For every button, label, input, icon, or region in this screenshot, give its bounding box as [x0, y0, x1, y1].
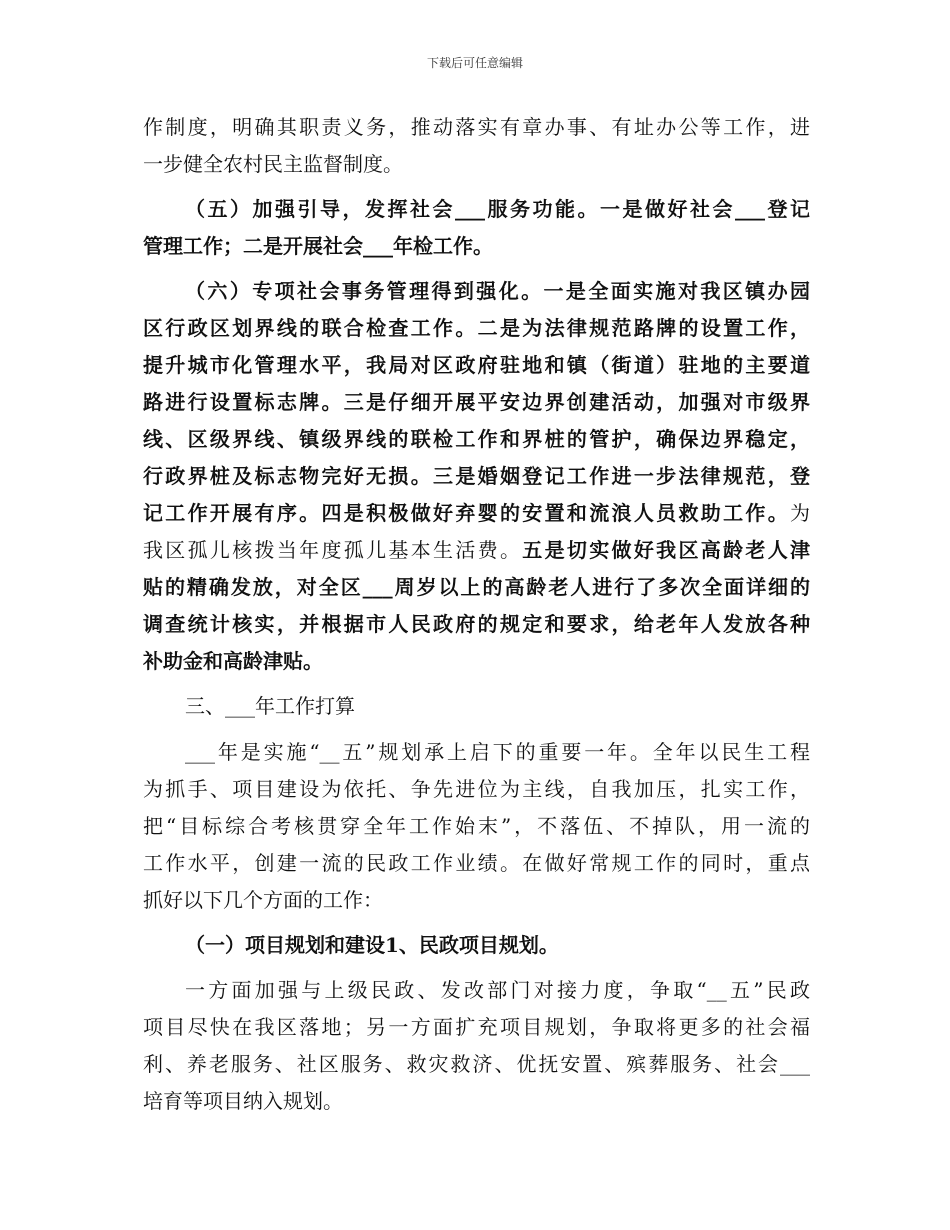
paragraph-line: 把“目标综合考核贯穿全年工作始末”，不落伍、不掉队，用一流的 [143, 814, 810, 838]
document-body [143, 109, 810, 1120]
paragraph-line: 线、区级界线、镇级界线的联检工作和界桩的管护，确保边界稳定， [143, 427, 810, 451]
paragraph-line: 调查统计核实，并根据市人民政府的规定和要求，给老年人发放各种 [143, 612, 810, 636]
paragraph-line: 区行政区划界线的联合检查工作。二是为法律规范路牌的设置工作， [143, 316, 810, 340]
paragraph-line [143, 495, 810, 532]
paragraph-line: 利、养老服务、社区服务、救灾救济、优抚安置、殡葬服务、社会___ [143, 1052, 810, 1076]
paragraph-line: 工作水平，创建一流的民政工作业绩。在做好常规工作的同时，重点 [143, 851, 810, 875]
paragraph-line: 贴的精确发放，对全区___周岁以上的高龄老人进行了多次全面详细的 [143, 575, 810, 599]
section-heading-line: （五）加强引导，发挥社会___服务功能。一是做好社会___登记 [185, 197, 810, 221]
text-segment: 我区孤儿核拨当年度孤儿基本生活费。 [143, 538, 523, 562]
paragraph-line: 提升城市化管理水平，我局对区政府驻地和镇（街道）驻地的主要道 [143, 353, 810, 377]
paragraph-line: 作制度，明确其职责义务，推动落实有章办事、有址办公等工作，进 [143, 115, 810, 139]
paragraph-line: ___年是实施“__五”规划承上启下的重要一年。全年以民生工程 [185, 740, 810, 764]
paragraph-line: 为抓手、项目建设为依托、争先进位为主线，自我加压，扎实工作， [143, 777, 810, 801]
paragraph-line: 行政界桩及标志物完好无损。三是婚姻登记工作进一步法律规范，登 [143, 464, 810, 488]
paragraph-line: 一方面加强与上级民政、发改部门对接力度，争取“__五”民政 [185, 978, 810, 1002]
text-segment: 为 [790, 501, 810, 525]
text-segment: 记工作开展有序。四是积极做好弃婴的安置和流浪人员救助工作。 [143, 501, 790, 525]
paragraph-line: 抓好以下几个方面的工作： [143, 888, 383, 912]
paragraph-line: 一步健全农村民主监督制度。 [143, 152, 403, 176]
section-heading: 三、___年工作打算 [185, 694, 355, 718]
paragraph-line: 补助金和高龄津贴。 [143, 649, 323, 673]
paragraph-line: 路进行设置标志牌。三是仔细开展平安边界创建活动，加强对市级界 [143, 390, 810, 414]
text-segment: 五是切实做好我区高龄老人津 [522, 538, 810, 562]
page-header: 下载后可任意编辑 [426, 56, 523, 70]
paragraph-line: （六）专项社会事务管理得到强化。一是全面实施对我区镇办园 [185, 279, 810, 303]
paragraph-line [143, 532, 810, 569]
paragraph-line: 项目尽快在我区落地；另一方面扩充项目规划，争取将更多的社会福 [143, 1015, 810, 1039]
section-heading-line: 管理工作；二是开展社会___年检工作。 [143, 234, 493, 258]
sub-heading: （一）项目规划和建设1、民政项目规划。 [185, 933, 559, 957]
paragraph-line: 培育等项目纳入规划。 [143, 1089, 343, 1113]
